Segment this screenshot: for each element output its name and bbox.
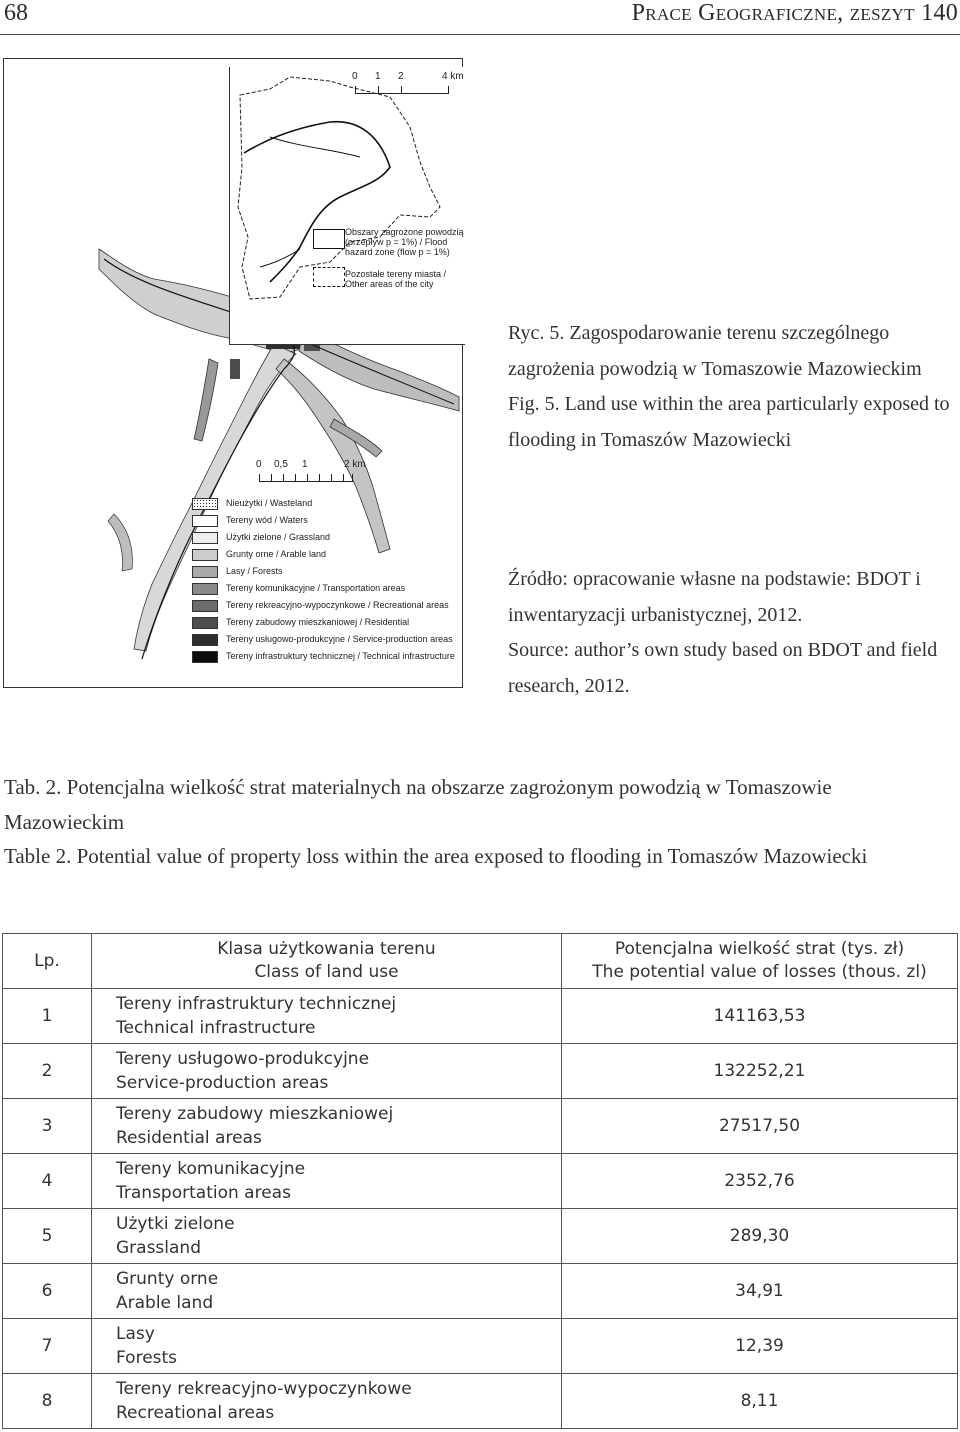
- header-value: [562, 934, 958, 989]
- row-class: [92, 1209, 562, 1264]
- inset-legend-line: (przepływ p = 1%) / Flood: [345, 237, 448, 247]
- table-row: [3, 1209, 958, 1264]
- legend-swatch: [192, 532, 218, 544]
- inset-scale-label: 1: [375, 71, 381, 82]
- loss-table: [2, 933, 958, 1429]
- row-value: 12,39: [562, 1319, 958, 1374]
- flood-zone-swatch: [313, 229, 345, 249]
- header-class-en: Class of land use: [254, 962, 399, 982]
- header-class-pl: Klasa użytkowania terenu: [217, 939, 436, 959]
- inset-legend-line: Obszary zagrożone powodzią: [345, 227, 464, 237]
- row-lp: 2: [3, 1044, 92, 1099]
- table-caption-pl: Tab. 2. Potencjalna wielkość strat materialnych na obszarze zagrożonym powodzią w Tomaszowie Mazowieckim: [4, 775, 832, 834]
- row-class: [92, 1374, 562, 1429]
- row-lp: 4: [3, 1154, 92, 1209]
- row-class-pl: Tereny usługowo-produkcyjne: [116, 1049, 370, 1069]
- figure-source-en: Source: author’s own study based on BDOT and field research, 2012.: [508, 639, 938, 697]
- inset-map: [229, 67, 465, 345]
- legend-label: Tereny wód / Waters: [226, 515, 308, 525]
- row-class-en: Technical infrastructure: [116, 1018, 316, 1038]
- legend-swatch: [192, 549, 218, 561]
- other-areas-swatch: [313, 267, 345, 287]
- row-class-pl: Użytki zielone: [116, 1214, 235, 1234]
- running-header: [0, 0, 960, 35]
- main-scale: [256, 459, 376, 489]
- row-lp: 5: [3, 1209, 92, 1264]
- legend-label: Tereny zabudowy mieszkaniowej / Residential: [226, 617, 410, 627]
- row-value: 289,30: [562, 1209, 958, 1264]
- row-class: [92, 1154, 562, 1209]
- legend-label: Tereny komunikacyjne / Transportation areas: [226, 583, 406, 593]
- table-row: [3, 1044, 958, 1099]
- inset-scale-label: 2: [398, 71, 404, 82]
- table-row: [3, 1264, 958, 1319]
- table-row: [3, 1319, 958, 1374]
- main-scale-bar: [259, 473, 353, 482]
- row-lp: 8: [3, 1374, 92, 1429]
- main-scale-label: 0: [256, 459, 262, 470]
- row-value: 2352,76: [562, 1154, 958, 1209]
- row-lp: 1: [3, 989, 92, 1044]
- legend-label: Lasy / Forests: [226, 566, 283, 576]
- table-row: [3, 989, 958, 1044]
- table-row: [3, 1374, 958, 1429]
- table-row: [3, 1099, 958, 1154]
- inset-legend-line: hazard zone (flow p = 1%): [345, 247, 450, 257]
- legend-swatch: [192, 617, 218, 629]
- inset-legend: [345, 217, 465, 342]
- running-title: Prace Geograficzne, zeszyt 140: [631, 0, 958, 26]
- row-value: 141163,53: [562, 989, 958, 1044]
- row-class-pl: Lasy: [116, 1324, 155, 1344]
- figure-source-pl: Źródło: opracowanie własne na podstawie: BDOT i inwentaryzacji urbanistycznej, 2012.: [508, 568, 921, 626]
- header-value-pl: Potencjalna wielkość strat (tys. zł): [614, 939, 905, 959]
- legend-swatch: [192, 583, 218, 595]
- legend-label: Tereny rekreacyjno-wypoczynkowe / Recreational areas: [226, 600, 449, 610]
- row-class: [92, 1319, 562, 1374]
- main-scale-label: 0,5: [274, 459, 288, 470]
- row-class-en: Transportation areas: [116, 1183, 291, 1203]
- main-scale-label: 2 km: [344, 459, 366, 470]
- page-number: 68: [4, 0, 28, 26]
- row-class-en: Grassland: [116, 1238, 201, 1258]
- row-value: 132252,21: [562, 1044, 958, 1099]
- legend-label: Użytki zielone / Grassland: [226, 532, 331, 542]
- legend-label: Tereny usługowo-produkcyjne / Service-production areas: [226, 634, 453, 644]
- row-class-pl: Grunty orne: [116, 1269, 219, 1289]
- legend-label: Tereny infrastruktury technicznej / Technical infrastructure: [226, 651, 455, 661]
- row-class: [92, 1099, 562, 1154]
- inset-scale-label: 0: [352, 71, 358, 82]
- land-use-map: [3, 58, 463, 688]
- row-value: 27517,50: [562, 1099, 958, 1154]
- figure-caption-en: Fig. 5. Land use within the area particularly exposed to flooding in Tomaszów Mazowiecki: [508, 393, 950, 451]
- row-lp: 6: [3, 1264, 92, 1319]
- legend-swatch: [192, 634, 218, 646]
- legend-swatch: [192, 651, 218, 663]
- row-class-pl: Tereny zabudowy mieszkaniowej: [116, 1104, 394, 1124]
- row-value: 34,91: [562, 1264, 958, 1319]
- row-class-en: Service-production areas: [116, 1073, 329, 1093]
- inset-scale: [350, 71, 464, 101]
- row-class-en: Arable land: [116, 1293, 214, 1313]
- legend-label: Grunty orne / Arable land: [226, 549, 327, 559]
- row-lp: 3: [3, 1099, 92, 1154]
- figure-source: [508, 562, 960, 704]
- header-value-en: The potential value of losses (thous. zl): [592, 962, 927, 982]
- legend-swatch: [192, 515, 218, 527]
- row-lp: 7: [3, 1319, 92, 1374]
- table-caption: [4, 770, 904, 874]
- inset-legend-line: Other areas of the city: [345, 279, 434, 289]
- table-row: [3, 1154, 958, 1209]
- row-class-en: Residential areas: [116, 1128, 262, 1148]
- figure-caption: [508, 316, 958, 458]
- row-class: [92, 1264, 562, 1319]
- legend-swatch: [192, 498, 218, 510]
- inset-scale-bar: [355, 85, 449, 94]
- inset-legend-line: Pozostałe tereny miasta /: [345, 269, 447, 279]
- table-header-row: [3, 934, 958, 989]
- legend-swatch: [192, 566, 218, 578]
- row-class: [92, 989, 562, 1044]
- header-lp: Lp.: [3, 934, 92, 989]
- row-class-en: Forests: [116, 1348, 178, 1368]
- row-class: [92, 1044, 562, 1099]
- legend-label: Nieużytki / Wasteland: [226, 498, 313, 508]
- inset-scale-label: 4 km: [442, 71, 464, 82]
- row-class-pl: Tereny komunikacyjne: [116, 1159, 306, 1179]
- row-value: 8,11: [562, 1374, 958, 1429]
- row-class-pl: Tereny infrastruktury technicznej: [116, 994, 397, 1014]
- header-class: [92, 934, 562, 989]
- table-caption-en: Table 2. Potential value of property loss within the area exposed to flooding in Tomaszów Mazowiecki: [4, 844, 868, 868]
- legend-swatch: [192, 600, 218, 612]
- row-class-en: Recreational areas: [116, 1403, 275, 1423]
- figure-caption-pl: Ryc. 5. Zagospodarowanie terenu szczególnego zagrożenia powodzią w Tomaszowie Mazowieckim: [508, 322, 922, 380]
- row-class-pl: Tereny rekreacyjno-wypoczynkowe: [116, 1379, 412, 1399]
- main-scale-label: 1: [302, 459, 308, 470]
